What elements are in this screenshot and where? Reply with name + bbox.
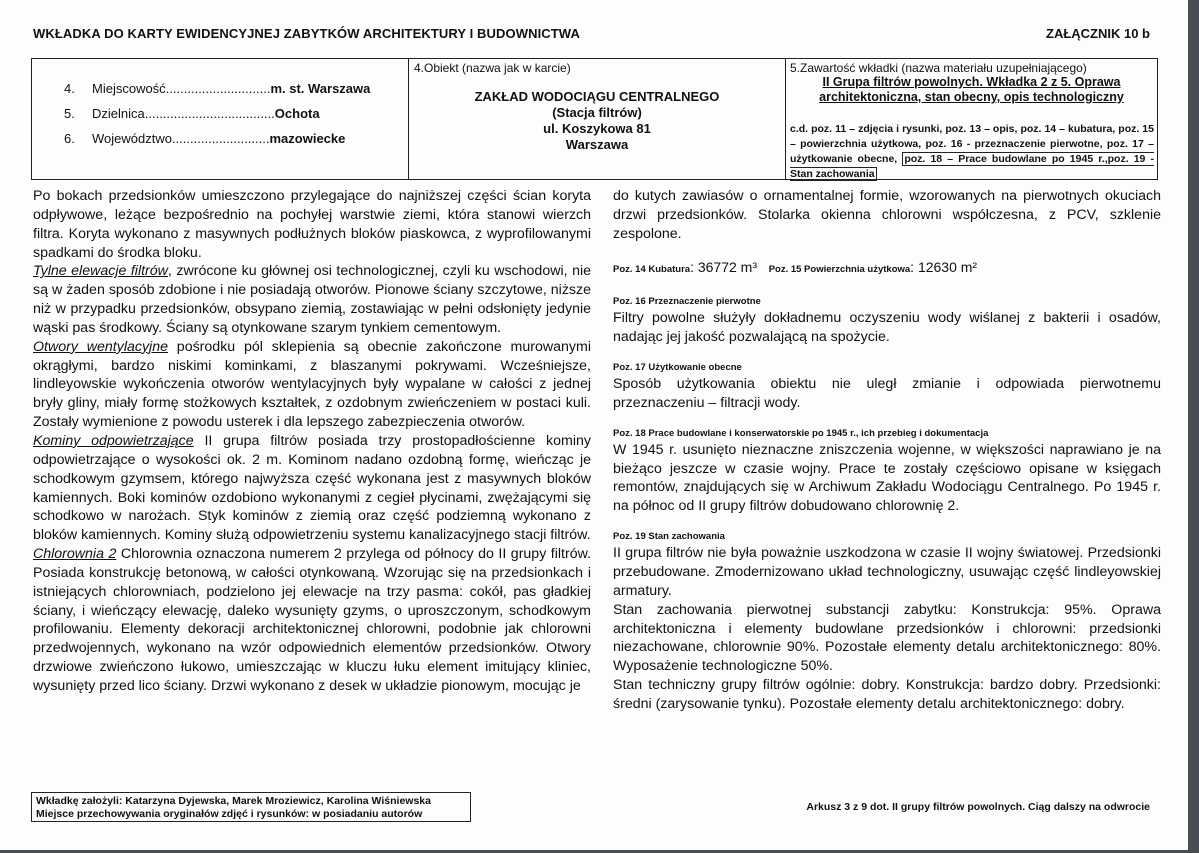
location-box — [31, 58, 409, 180]
object-name-block — [409, 89, 785, 153]
paragraph: Po bokach przedsionków umieszczono przylegające do najniższej części ścian koryta odpływowe, leżące bezpośrednio na pochyłej warstwie ziemi, która stanowi wierzch filtra. Koryta wykonano z masywnych podłużnych bloków piaskowca, z wyprofilowanymi spadkami do środka bloku. — [33, 188, 591, 261]
area-value: : 12630 m² — [910, 258, 978, 275]
content-label: 5.Zawartość wkładki (nazwa materiału uzupełniającego) — [790, 61, 1087, 75]
paragraph: Filtry powolne służyły dokładnemu oczyszeniu wody wiślanej z bakterii i osadów, nadając jej jakość pozwalającą na spożycie. — [613, 310, 1161, 346]
paragraph: do kutych zawiasów o ornamentalnej formie, wzorowanych na pierwotnych okuciach drzwi przedsionków. Stolarka okienna chlorowni współczesna, z PCV, szklenie zespolone. — [613, 188, 1161, 242]
section-heading: Poz. 18 Prace budowlane i konserwatorskie po 1945 r., ich przebieg i dokumentacja — [613, 427, 989, 439]
left-column — [33, 187, 591, 696]
object-label: 4.Obiekt (nazwa jak w karcie) — [414, 61, 571, 75]
content-box — [785, 58, 1158, 180]
section-heading: Kominy odpowietrzające — [33, 432, 194, 449]
content-title: II Grupa filtrów powolnych. Wkładka 2 z 5. Oprawa architektoniczna, stan obecny, opis technologiczny — [819, 75, 1124, 104]
paragraph: Stan zachowania pierwotnej substancji zabytku: Konstrukcja: 95%. Oprawa architektoniczna i elementy budowlane przedsionków i chlorowni: przedsionki niezachowane, chlorownie 90%. Pozostałe elementy detalu architektonicznego: 80%. Wyposażenie technologiczne 50%. — [613, 601, 1161, 675]
paragraph: Chlorownia 2 Chlorownia oznaczona numerem 2 przylega od północy do II grupy filtrów. Posiada konstrukcję betonową, w całości otynkowaną. Wzorując się na przedsionkach i istniejących chlorowniach, podzielono jej elewacje na trzy pasma: cokół, pas gładkiej ściany, i wieńczący elewację, daleko wysunięty gzyms, o uproszczonym, schodkowym profilowaniu. Elementy dekoracji architektonicznej chlorowni, podobnie jak chlorowni przedwojennych, wykonano na wzór odpowiednich elementów przedsionków. Otwory drzwiowe zwieńczono łukowo, umieszczając w kluczu łuku element imitujący kliniec, wysunięty przed lico ściany. Drzwi wykonano z desek w układzie pionowym, mocując je — [33, 546, 591, 694]
section-heading: Poz. 17 Użytkowanie obecne — [613, 362, 742, 374]
location-row: 4. Miejscowość.............................m. st. Warszawa — [64, 81, 371, 96]
section-heading: Chlorownia 2 — [33, 546, 117, 563]
paragraph: Stan techniczny grupy filtrów ogólnie: dobry. Konstrukcja: bardzo dobry. Przedsionki: średni (zarysowanie tynku). Pozostałe elementy detalu architektonicznego: dobry. — [613, 677, 1161, 712]
paragraph: Sposób użytkowania obiektu nie uległ zmianie i odpowiada pierwotnemu przeznaczeniu – filtracji wody. — [613, 376, 1161, 411]
sheet-number: Arkusz 3 z 9 dot. II grupy filtrów powolnych. Ciąg dalszy na odwrocie — [806, 801, 1150, 813]
volume-label: Poz. 14 Kubatura — [613, 263, 691, 275]
storage-location: Miejsce przechowywania oryginałów zdjęć i rysunków: w posiadaniu autorów — [36, 808, 423, 820]
location-row: 6. Województwo...........................mazowiecke — [64, 131, 346, 146]
section-heading: Poz. 19 Stan zachowania — [613, 531, 725, 543]
paragraph: Tylne elewacje filtrów, zwrócone ku głównej osi technologicznej, czyli ku wschodowi, nie są w żaden sposób zdobione i nie posiadają otworów. Pionowe ściany szczytowe, niższe niż w przypadku przedsionków, obsypano ziemią, zostawiając w pełni odsłonięty jedynie wąski pas środkowy. Ściany są otynkowane szarym tynkiem cementowym. — [33, 263, 591, 336]
paragraph: Otwory wentylacyjne pośrodku pól sklepienia są obecnie zakończone murowanymi okrągłymi, bardzo niskimi kominkami, z blaszanymi pokrywami. Wcześniejsze, lindleyowskie wykończenia otworów wentylacyjnych były wypalane w całości z jednej bryły gliny, miały formę stożkowych kształtek, z ozdobnym zwieńczeniem w postaci kuli. Zostały wymienione z powodu usterek i dla lepszego zabezpieczenia otworów. — [33, 338, 591, 431]
authors-box — [31, 792, 471, 822]
paragraph: Kominy odpowietrzające II grupa filtrów posiada trzy prostopadłościenne kominy odpowietrzające o wysokości ok. 2 m. Kominom nadano ozdobną formę, wieńcząc je schodkowym gzymsem, którego najwyższa część wykonana jest z masywnych bloków kamiennych. Boki kominów ozdobiono wykonanymi z cegieł płycinami, zwężającymi się schodkowo w narożach. Styk kominów z ziemią oraz część podziemną wykonano z bloków kamiennych. Kominy służą odpowietrzeniu systemu kanalizacyjnego stacji filtrów. — [33, 432, 591, 544]
object-sub: (Stacja filtrów) — [552, 105, 642, 120]
attachment-number: ZAŁĄCZNIK 10 b — [1046, 26, 1150, 41]
section-heading: Otwory wentylacyjne — [33, 338, 168, 355]
section-heading: Poz. 16 Przeznaczenie pierwotne — [613, 296, 761, 308]
object-name: ZAKŁAD WODOCIĄGU CENTRALNEGO — [474, 89, 720, 104]
location-row: 5. Dzielnica....................................Ochota — [64, 106, 320, 121]
object-city: Warszawa — [565, 137, 629, 152]
section-heading: Tylne elewacje filtrów — [33, 263, 168, 280]
volume-area-row — [613, 258, 1161, 280]
paragraph: II grupa filtrów nie była poważnie uszkodzona w czasie II wojny światowej. Przedsionki przebudowane. Zmodernizowano układ technologiczny, usuwając część lindleyowskiej armatury. — [613, 545, 1161, 599]
content-positions: c.d. poz. 11 – zdjęcia i rysunki, poz. 13 – opis, poz. 14 – kubatura, poz. 15 – powierzchnia użytkowa, poz. 16 - przeznaczenie pierwotne, poz. 17 – użytkowanie obecne, poz. 18 – Prace budowlane po 1945 r.,poz. 19 - Stan zachowania — [790, 123, 1155, 180]
object-box — [408, 58, 786, 180]
authors: Wkładkę założyli: Katarzyna Dyjewska, Marek Mroziewicz, Karolina Wiśniewska — [36, 795, 431, 807]
right-column — [613, 187, 1161, 714]
area-label: Poz. 15 Powierzchnia użytkowa — [768, 263, 911, 275]
scan-edge — [1188, 0, 1199, 853]
paragraph: W 1945 r. usunięto nieznaczne zniszczenia wojenne, w większości naprawiano je na bieżąco jeszcze w czasie wojny. Prace te zostały częściowo opisane w księgach remontów, znajdujących się w Archiwum Zakładu Wodociągu Centralnego. Po 1945 r. na północ od II grupy filtrów dobudowano chlorownię 2. — [613, 441, 1161, 515]
volume-value: : 36772 m³ — [690, 258, 758, 275]
object-address: ul. Koszykowa 81 — [543, 121, 651, 136]
document-title: WKŁADKA DO KARTY EWIDENCYJNEJ ZABYTKÓW ARCHITEKTURY I BUDOWNICTWA — [33, 26, 580, 41]
content-positions-last: poz. 18 – Prace budowlane po 1945 r.,poz. 19 - Stan zachowania — [790, 153, 1155, 180]
